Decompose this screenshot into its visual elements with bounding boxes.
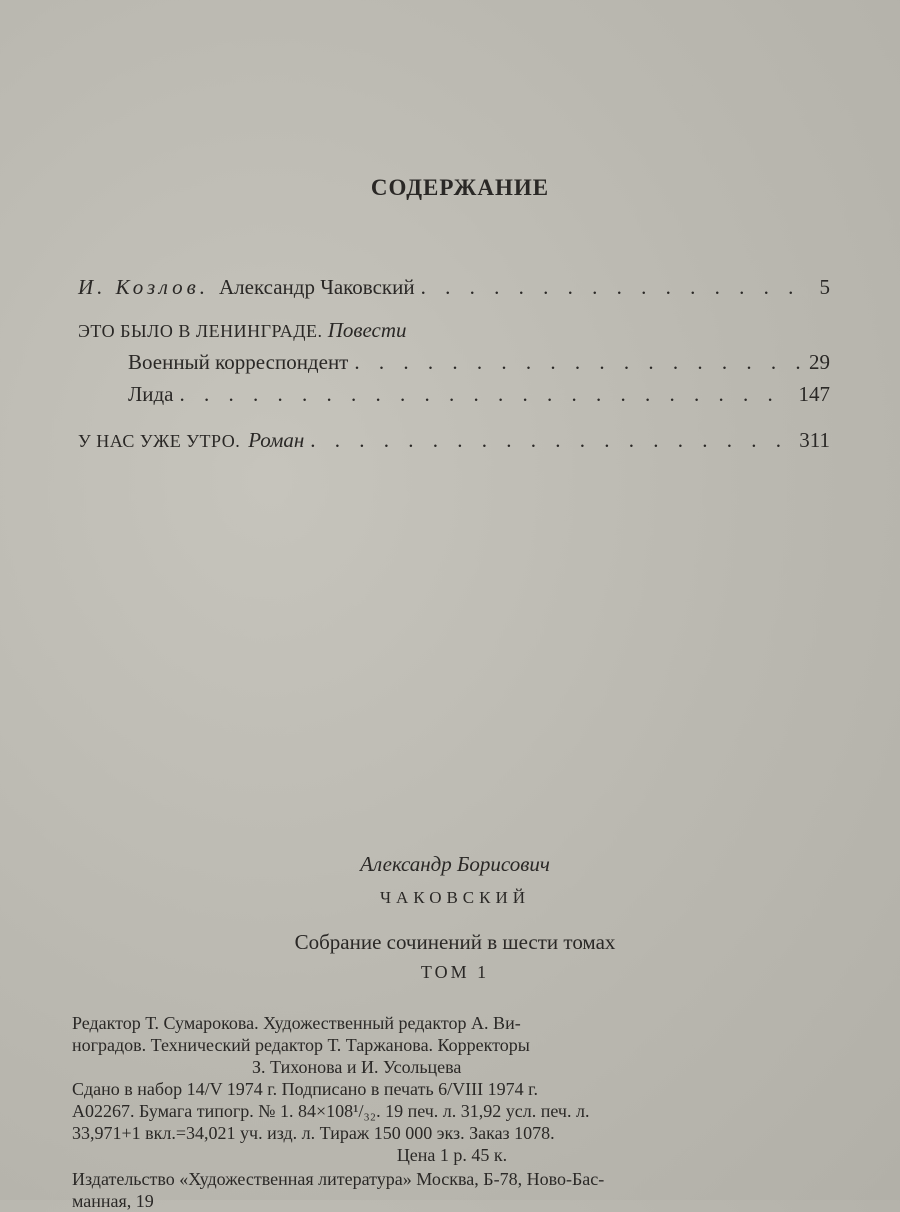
colophon-print-line: А02267. Бумага типогр. № 1. 84×108¹/₃₂. 19 печ. л. 31,92 усл. печ. л. bbox=[72, 1101, 590, 1121]
colophon-author-surname: ЧАКОВСКИЙ bbox=[379, 888, 531, 907]
toc-item-name: Лида bbox=[128, 382, 174, 406]
colophon-price: Цена 1 р. 45 к. bbox=[396, 1145, 508, 1165]
toc-entry-lida bbox=[128, 382, 830, 407]
colophon-staff bbox=[72, 1012, 832, 1078]
toc-section-2-page: 311 bbox=[799, 428, 830, 452]
toc-intro-name: Александр Чаковский bbox=[218, 275, 415, 299]
toc-leader-dots bbox=[180, 382, 793, 407]
contents-title: СОДЕРЖАНИЕ bbox=[370, 175, 550, 200]
toc-entry-intro bbox=[78, 275, 830, 300]
colophon-work-title: Собрание сочинений в шести томах bbox=[294, 930, 616, 954]
toc-leader-dots bbox=[310, 428, 793, 453]
toc-entry-military-correspondent bbox=[128, 350, 830, 375]
toc-section-2-title: У НАС УЖЕ УТРО. bbox=[78, 431, 241, 451]
toc-section-1-heading bbox=[78, 318, 407, 343]
colophon-publisher-line: Издательство «Художественная литература» Москва, Б-78, Ново-Бас- bbox=[72, 1169, 605, 1189]
colophon-staff-line: Редактор Т. Сумарокова. Художественный редактор А. Ви- bbox=[72, 1013, 521, 1033]
colophon-publisher-line: манная, 19 bbox=[72, 1191, 154, 1211]
colophon-staff-line: ноградов. Технический редактор Т. Таржанова. Корректоры bbox=[72, 1035, 530, 1055]
toc-leader-dots bbox=[354, 350, 803, 375]
colophon-print-data bbox=[72, 1078, 832, 1166]
colophon-publisher bbox=[72, 1168, 832, 1212]
colophon-author-name: Александр Борисович bbox=[360, 852, 550, 876]
toc-entry-section-2 bbox=[78, 428, 830, 453]
toc-intro-author: И. Козлов. bbox=[78, 275, 209, 299]
toc-intro-page: 5 bbox=[819, 275, 830, 299]
toc-item-page: 147 bbox=[798, 382, 830, 406]
toc-leader-dots bbox=[421, 275, 814, 300]
toc-section-1-genre: Повести bbox=[327, 318, 407, 342]
colophon-volume: ТОМ 1 bbox=[420, 962, 490, 982]
colophon-print-line: 33,971+1 вкл.=34,021 уч. изд. л. Тираж 150 000 экз. Заказ 1078. bbox=[72, 1123, 555, 1143]
colophon-print-line: Сдано в набор 14/V 1974 г. Подписано в печать 6/VIII 1974 г. bbox=[72, 1079, 538, 1099]
toc-item-page: 29 bbox=[809, 350, 830, 374]
toc-section-1-title: ЭТО БЫЛО В ЛЕНИНГРАДЕ. bbox=[78, 321, 323, 341]
toc-item-name: Военный корреспондент bbox=[128, 350, 349, 374]
colophon-staff-line: З. Тихонова и И. Усольцева bbox=[252, 1057, 462, 1077]
toc-section-2-genre: Роман bbox=[248, 428, 305, 452]
